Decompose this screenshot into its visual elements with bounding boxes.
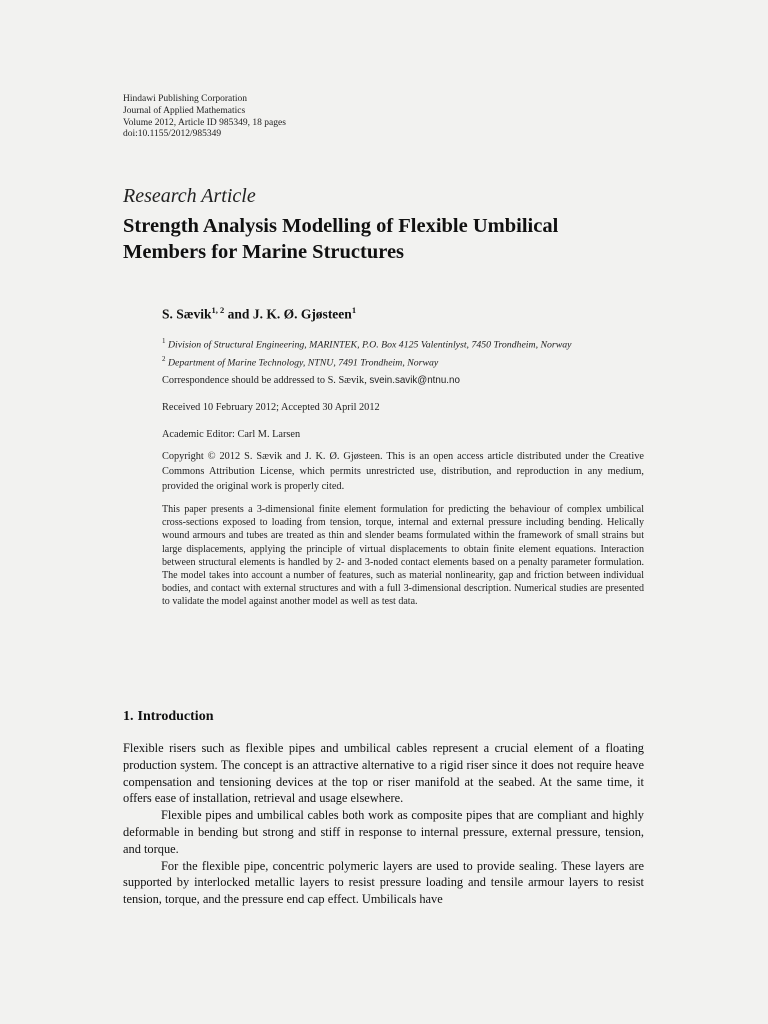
paragraph-3: For the flexible pipe, concentric polymeric layers are used to provide sealing. These layers are supported by interlocked metallic layers to resist pressure loading and tensile armour layers to resist tension, torque, and the pressure end cap effect. Umbilicals have <box>123 858 644 907</box>
affiliation-1 <box>162 334 572 352</box>
doi[interactable]: doi:10.1155/2012/985349 <box>123 129 222 140</box>
paragraph-2: Flexible pipes and umbilical cables both work as composite pipes that are compliant and highly deformable in bending but strong and stiff in response to internal pressure, external pressure, tension, and torque. <box>123 808 644 856</box>
article-type: Research Article <box>123 185 256 207</box>
correspondence-text: Correspondence should be addressed to S. Sævik, <box>162 375 367 386</box>
title-line-2: Members for Marine Structures <box>123 241 405 263</box>
publication-header <box>123 94 286 141</box>
author-2: J. K. Ø. Gjøsteen <box>252 306 352 322</box>
introduction-body <box>123 740 644 908</box>
affiliation-2-text: Department of Marine Technology, NTNU, 7491 Trondheim, Norway <box>167 357 439 369</box>
section-title: Introduction <box>137 709 214 724</box>
author-list <box>162 305 356 323</box>
author-2-affil-marker: 1 <box>351 305 357 315</box>
author-1-affil-marker: 1, 2 <box>211 305 225 315</box>
volume-info: Volume 2012, Article ID 985349, 18 pages <box>123 117 286 128</box>
publisher-name: Hindawi Publishing Corporation <box>123 94 248 104</box>
section-heading-introduction <box>123 709 213 725</box>
copyright-notice: Copyright © 2012 S. Sævik and J. K. Ø. Gjøsteen. This is an open access article distributed under the Creative Commons Attribution License, which permits unrestricted use, distribution, and reproduction in any medium, provided the original work is properly cited. <box>162 451 644 492</box>
affiliations <box>162 334 572 371</box>
paper-title <box>123 213 683 265</box>
affiliation-1-text: Division of Structural Engineering, MARINTEK, P.O. Box 4125 Valentinlyst, 7450 Trondheim, Norway <box>167 339 572 351</box>
academic-editor: Academic Editor: Carl M. Larsen <box>162 429 301 440</box>
affiliation-2-marker: 2 <box>162 355 166 364</box>
correspondence-line <box>162 375 460 386</box>
affiliation-2 <box>162 352 572 370</box>
journal-name: Journal of Applied Mathematics <box>123 105 246 116</box>
affiliation-1-marker: 1 <box>162 337 166 345</box>
abstract: This paper presents a 3-dimensional finite element formulation for predicting the behaviour of complex umbilical cross-sections exposed to loading from tension, torque, internal and external pressure including bending. Helically wound armours and tubes are treated as thin and slender beams formulated within the framework of small strains but large displacements, applying the principle of virtual displacements to obtain finite element equations. Interaction between structural elements is handled by 2- and 3-noded contact elements based on a penalty parameter formulation. The model takes into account a number of features, such as material nonlinearity, gap and friction between individual bodies, and contact with external structures and with a full 3-dimensional description. Numerical studies are presented to validate the model against another model as well as test data. <box>162 504 644 608</box>
section-number: 1. <box>123 709 134 724</box>
author-1: S. Sævik <box>162 306 212 322</box>
title-line-1: Strength Analysis Modelling of Flexible Umbilical <box>123 215 559 237</box>
received-accepted-dates: Received 10 February 2012; Accepted 30 April 2012 <box>162 402 380 413</box>
correspondence-email[interactable]: svein.savik@ntnu.no <box>369 375 460 386</box>
author-conjunction: and <box>227 306 250 322</box>
paragraph-1: Flexible risers such as flexible pipes and umbilical cables represent a crucial element of a floating production system. The concept is an attractive alternative to a rigid riser since it does not require heave compensation and tensioning devices at the top or riser manifold at the seabed. At the same time, it offers ease of installation, retrieval and usage elsewhere. <box>123 741 644 806</box>
